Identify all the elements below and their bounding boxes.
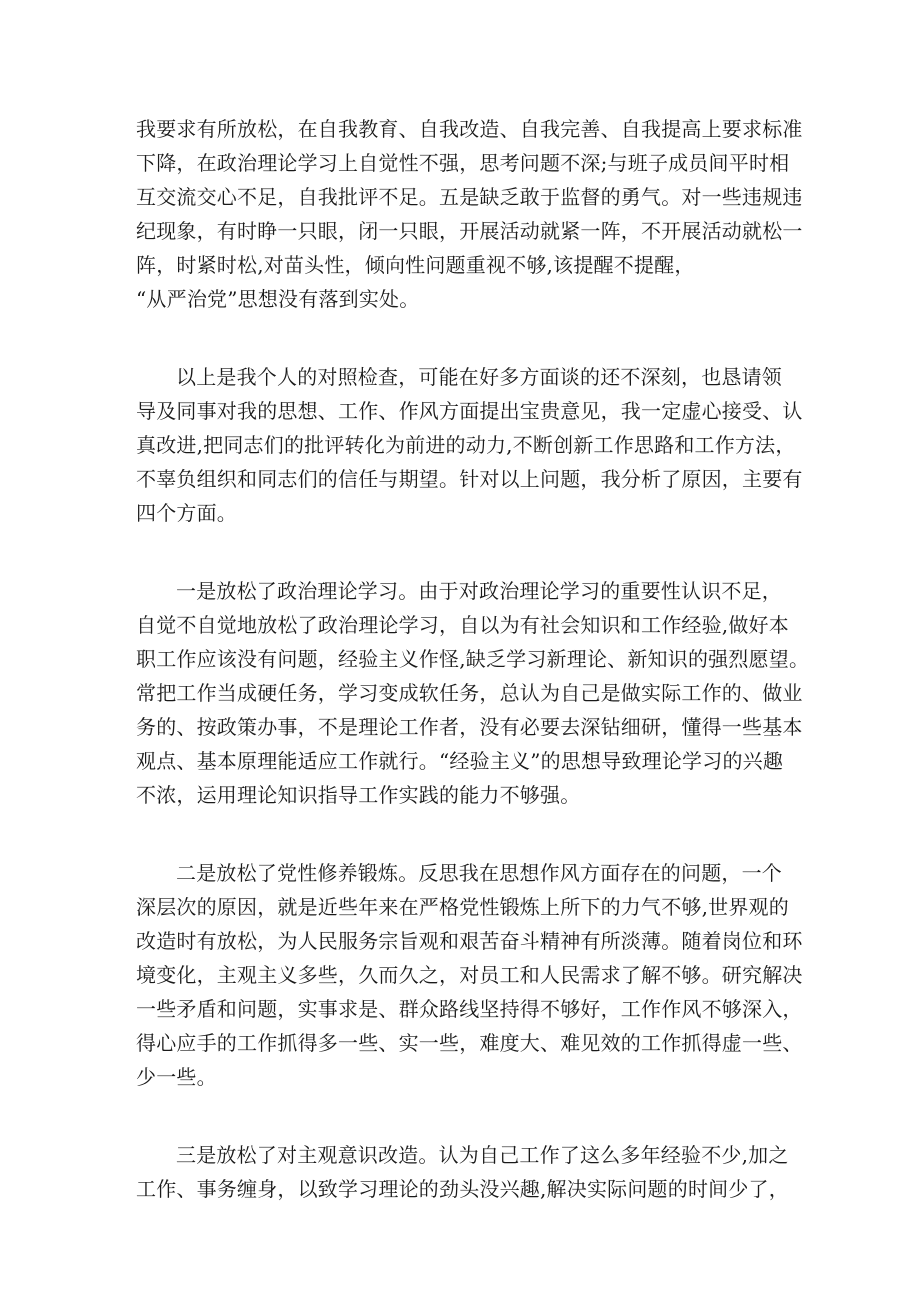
text-line: 得心应手的工作抓得多一些、实一些，难度大、难见效的工作抓得虚一些、 [136, 1031, 803, 1055]
text-line: 下降，在政治理论学习上自觉性不强，思考问题不深;与班子成员间平时相 [136, 151, 790, 175]
text-line: 不浓，运用理论知识指导工作实践的能力不够强。 [136, 783, 581, 807]
text-line: 二是放松了党性修养锻炼。反思我在思想作风方面存在的问题，一个 [176, 861, 782, 885]
text-line: 观点、基本原理能适应工作就行。“经验主义”的思想导致理论学习的兴趣 [136, 749, 784, 773]
text-line: 真改进,把同志们的批评转化为前进的动力,不断创新工作思路和工作方法， [136, 433, 796, 457]
paragraph-3 [136, 574, 810, 812]
paragraph-2 [136, 360, 803, 530]
text-line: 自觉不自觉地放松了政治理论学习，自以为有社会知识和工作经验,做好本 [136, 613, 789, 637]
text-line: “从严治党”思想没有落到实处。 [136, 287, 420, 311]
paragraph-4 [136, 856, 803, 1094]
document-body [136, 112, 810, 1250]
text-line: 工作、事务缠身，以致学习理论的劲头没兴趣,解决实际问题的时间少了， [136, 1177, 789, 1201]
paragraph-5 [136, 1138, 792, 1206]
text-line: 一些矛盾和问题，实事求是、群众路线坚持得不够好，工作作风不够深入， [136, 997, 803, 1021]
text-line: 少一些。 [136, 1065, 217, 1089]
text-line: 不辜负组织和同志们的信任与期望。针对以上问题，我分析了原因，主要有 [136, 467, 803, 491]
text-line: 纪现象，有时睁一只眼，闭一只眼，开展活动就紧一阵，不开展活动就松一 [136, 219, 803, 243]
text-line: 一是放松了政治理论学习。由于对政治理论学习的重要性认识不足， [176, 579, 782, 603]
text-line: 改造时有放松，为人民服务宗旨观和艰苦奋斗精神有所淡薄。随着岗位和环 [136, 929, 803, 953]
text-line: 常把工作当成硬任务，学习变成软任务，总认为自己是做实际工作的、做业 [136, 681, 803, 705]
text-line: 以上是我个人的对照检查，可能在好多方面谈的还不深刻，也恳请领 [176, 365, 782, 389]
text-line: 导及同事对我的思想、工作、作风方面提出宝贵意见，我一定虚心接受、认 [136, 399, 803, 423]
text-line: 互交流交心不足，自我批评不足。五是缺乏敢于监督的勇气。对一些违规违 [136, 185, 803, 209]
text-line: 阵，时紧时松,对苗头性，倾向性问题重视不够,该提醒不提醒， [136, 253, 695, 277]
text-line: 境变化，主观主义多些，久而久之，对员工和人民需求了解不够。研究解决 [136, 963, 803, 987]
text-line: 务的、按政策办事，不是理论工作者，没有必要去深钻细研，懂得一些基本 [136, 715, 803, 739]
text-line: 我要求有所放松，在自我教育、自我改造、自我完善、自我提高上要求标准 [136, 117, 803, 141]
paragraph-1 [136, 112, 803, 316]
text-line: 三是放松了对主观意识改造。认为自己工作了这么多年经验不少,加之 [176, 1143, 789, 1167]
text-line: 职工作应该没有问题，经验主义作怪,缺乏学习新理论、新知识的强烈愿望。 [136, 647, 810, 671]
text-line: 四个方面。 [136, 501, 237, 525]
text-line: 深层次的原因，就是近些年来在严格党性锻炼上所下的力气不够,世界观的 [136, 895, 789, 919]
